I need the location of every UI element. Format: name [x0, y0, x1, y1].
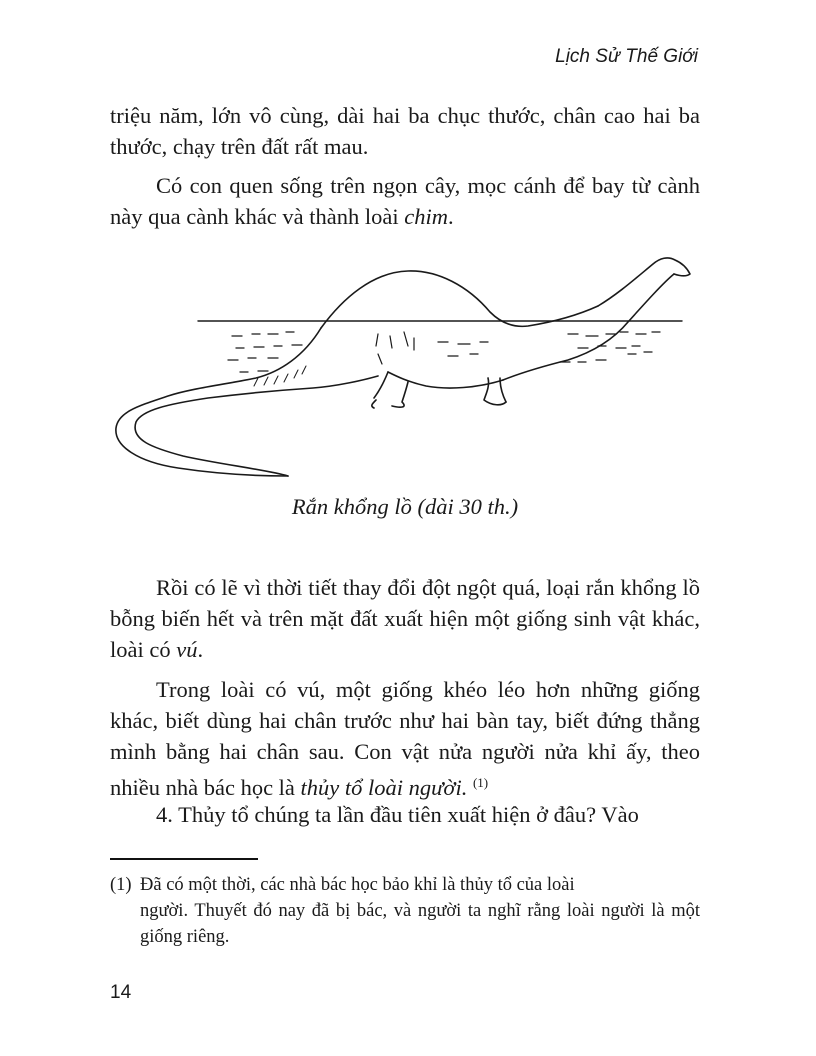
page-number: 14 [110, 982, 132, 1003]
footnote-reference[interactable]: (1) [472, 775, 489, 790]
paragraph-3 [110, 572, 700, 665]
paragraph-3-part-b: . [197, 637, 204, 662]
paragraph-2-emphasis: chim [404, 204, 449, 229]
paragraph-1-text: triệu năm, lớn vô cùng, dài hai ba chục thước, chân cao hai ba thước, chạy trên đất rất mau. [110, 103, 700, 159]
paragraph-2-text [110, 170, 700, 232]
paragraph-2-part-a: Có con quen sống trên ngọn cây, mọc cánh để bay từ cành này qua cành khác và thành loài [110, 173, 700, 229]
footnote-line-1 [110, 872, 700, 898]
figure-caption: Rắn khổng lồ (dài 30 th.) [291, 494, 519, 519]
footnote-divider [110, 858, 258, 860]
paragraph-4 [110, 674, 700, 803]
paragraph-5 [110, 799, 700, 830]
running-header: Lịch Sử Thế Giới [555, 46, 698, 67]
dinosaur-figure [108, 250, 708, 490]
paragraph-3-text [110, 572, 700, 665]
paragraph-2-part-b: . [448, 204, 454, 229]
paragraph-3-part-a: Rồi có lẽ vì thời tiết thay đổi đột ngột quá, loại rắn khổng lồ bỗng biến hết và trên mặt đất xuất hiện một giống sinh vật khác, loài có [110, 575, 700, 662]
paragraph-3-emphasis: vú [176, 637, 198, 662]
paragraph-2 [110, 170, 700, 232]
paragraph-1 [110, 100, 700, 162]
footnote-text-rest: người. Thuyết đó nay đã bị bác, và người ta nghĩ rằng loài người là một giống riêng. [140, 901, 700, 947]
dinosaur-illustration-icon [108, 250, 708, 490]
paragraph-4-emphasis: thủy tổ loài người. [300, 775, 468, 800]
footnote-text-line-1: Đã có một thời, các nhà bác học bảo khỉ là thủy tổ của loài [140, 875, 575, 895]
footnote [110, 872, 700, 950]
paragraph-4-text [110, 674, 700, 803]
footnote-mark: (1) [110, 875, 132, 895]
paragraph-4-part-a: Trong loài có vú, một giống khéo léo hơn những giống khác, biết dùng hai chân trước như hai bàn tay, biết đứng thẳng mình bằng hai chân sau. Con vật nửa người nửa khỉ ấy, theo nhiều nhà bác học là [110, 677, 700, 800]
paragraph-5-text: 4. Thủy tổ chúng ta lần đầu tiên xuất hiện ở đâu? Vào [156, 802, 639, 827]
